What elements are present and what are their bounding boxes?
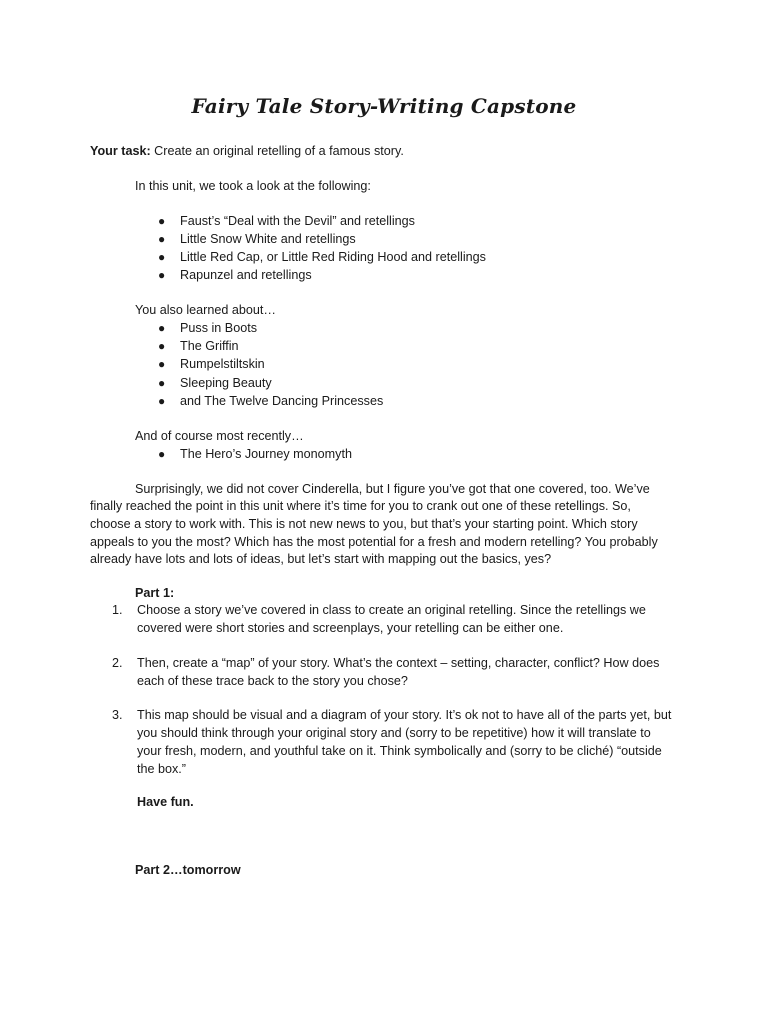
bullet-icon: ● xyxy=(158,214,166,228)
task-label: Your task: xyxy=(90,144,151,158)
bullet-icon: ● xyxy=(158,339,166,353)
bullet-icon: ● xyxy=(158,357,166,371)
recent-intro: And of course most recently… xyxy=(135,429,304,443)
paragraph-line: appeals to you the most? Which has the most potential for a fresh and modern retelling? You probably xyxy=(90,535,658,549)
document-page: Fairy Tale Story-Writing Capstone Your task: Create an original retelling of a famous story. In this unit, we took a look at the following: ● Faust’s “Deal with the Devil” and retellings ● Little Snow White and retellings ● Little Red Cap, or Little Red Riding Hood and retellings ● Rapunzel and retellings You also learned about… ● Puss in Boots ● The Griffin ● Rumpelstiltskin ● Sleeping Beauty ● and The Twelve Dancing Princesses And of course most recently… ● The Hero’s Journey monomyth Surprisingly, we did not cover Cinderella, but I figure you’ve got that one covered, too. We’ve finally reached the point in this unit where it’s time for you to crank out one of these retellings. So, choose a story to work with. This is not new news to you, but that’s your starting point. Which story appeals to you the most? Which has the most potential for a fresh and modern retelling? You probably already have lots and lots of ideas, but let’s start with mapping out the basics, yes? Part 1: 1. Choose a story we’ve covered in class to create an original retelling. Since the retellings we covered were short stories and screenplays, your retelling can be either one. 2. Then, create a “map” of your story. What’s the context – setting, character, conflict? How does each of these trace back to the story you chose? 3. This map should be visual and a diagram of your story. It’s ok not to have all of the parts yet, but you should think through your original story and (sorry to be repetitive) how it will translate to your fresh, modern, and youthful take on it. Think symbolically and (sorry to be cliché) “outside the box.” Have fun. Part 2…tomorrow xyxy=(0,0,768,1024)
task-text: Create an original retelling of a famous story. xyxy=(154,144,404,158)
bullet-icon: ● xyxy=(158,447,166,461)
bullet-icon: ● xyxy=(158,268,166,282)
unit-intro: In this unit, we took a look at the following: xyxy=(135,179,371,193)
bullet-icon: ● xyxy=(158,232,166,246)
paragraph-line: finally reached the point in this unit where it’s time for you to crank out one of these retellings. So, xyxy=(90,499,631,513)
paragraph-line: choose a story to work with. This is not new news to you, but that’s your starting point. Which story xyxy=(90,517,638,531)
paragraph-line: already have lots and lots of ideas, but let’s start with mapping out the basics, yes? xyxy=(90,552,552,566)
part1-heading: Part 1: xyxy=(135,586,175,600)
paragraph-line: Surprisingly, we did not cover Cinderella, but I figure you’ve got that one covered, too. We’ve xyxy=(135,482,650,496)
document-title: Fairy Tale Story-Writing Capstone xyxy=(191,94,577,118)
bullet-icon: ● xyxy=(158,321,166,335)
also-intro: You also learned about… xyxy=(135,303,276,317)
bullet-icon: ● xyxy=(158,250,166,264)
bullet-icon: ● xyxy=(158,376,166,390)
part2-heading: Part 2…tomorrow xyxy=(135,863,241,877)
closing-text: Have fun. xyxy=(137,795,194,809)
task-line xyxy=(90,142,404,160)
bullet-icon: ● xyxy=(158,394,166,408)
